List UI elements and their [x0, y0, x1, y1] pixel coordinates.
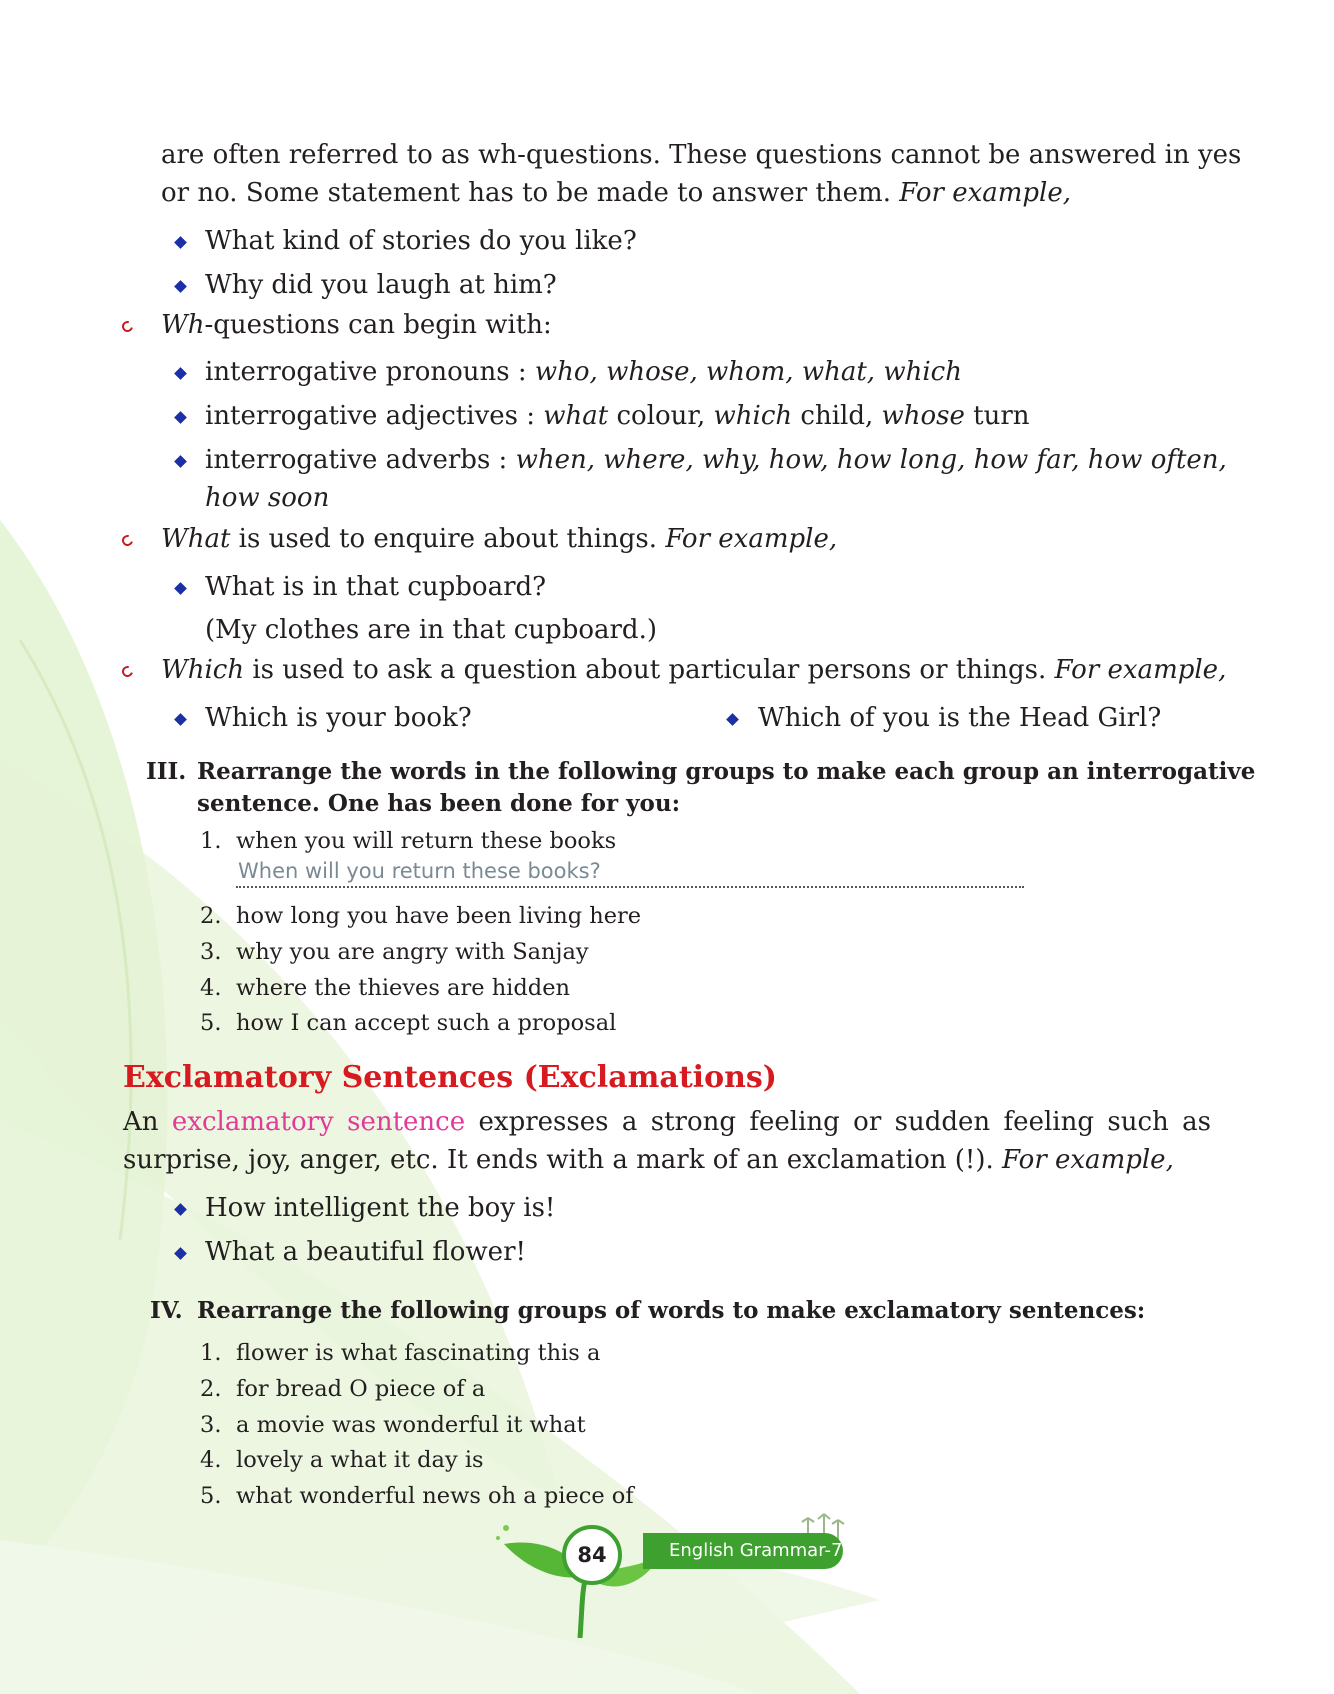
exercise-4-heading: Rearrange the following groups of words to make exclamatory sentences: [197, 1297, 1146, 1324]
exercise-3-sample-answer: When will you return these books? [236, 856, 1024, 888]
diamond-bullet-icon [726, 713, 739, 726]
exercise-4-item: 5. what wonderful news oh a piece of [200, 1483, 634, 1509]
circle-bullet-icon [120, 319, 135, 334]
exercise-4-item: 4. lovely a what it day is [200, 1447, 484, 1473]
diamond-bullet-icon [174, 280, 187, 293]
which-example-2: Which of you is the Head Girl? [758, 703, 1162, 733]
which-rule: Which is used to ask a question about particular persons or things. For example, [161, 655, 1227, 685]
interrogative-adverbs-cont: how soon [205, 483, 330, 513]
wh-example-2: Why did you laugh at him? [205, 270, 557, 300]
exercise-3-item: 1. when you will return these books [200, 828, 617, 854]
circle-bullet-icon [120, 664, 135, 679]
exercise-3-heading-line-2: sentence. One has been done for you: [197, 790, 681, 817]
exclamatory-example-1: How intelligent the boy is! [205, 1193, 556, 1223]
what-example-question: What is in that cupboard? [205, 572, 547, 602]
diamond-bullet-icon [174, 367, 187, 380]
footer-book-title: English Grammar-7 [643, 1533, 843, 1569]
intro-line-1: are often referred to as wh-questions. These questions cannot be answered in yes [161, 140, 1242, 170]
interrogative-adjectives: interrogative adjectives : what colour, which child, whose turn [205, 401, 1030, 431]
exercise-3-item: 5. how I can accept such a proposal [200, 1010, 617, 1036]
wh-example-1: What kind of stories do you like? [205, 226, 637, 256]
diamond-bullet-icon [174, 411, 187, 424]
exercise-3-item: 2. how long you have been living here [200, 903, 642, 929]
exclamatory-example-2: What a beautiful flower! [205, 1237, 526, 1267]
exclamatory-intro-line-1: An exclamatory sentence expresses a strong feeling or sudden feeling such as [123, 1107, 1211, 1137]
exclamatory-intro-line-2: surprise, joy, anger, etc. It ends with a mark of an exclamation (!). For example, [123, 1145, 1174, 1175]
exercise-4-item: 3. a movie was wonderful it what [200, 1412, 586, 1438]
wh-begin-rule: Wh-questions can begin with: [161, 310, 552, 340]
diamond-bullet-icon [174, 582, 187, 595]
interrogative-pronouns: interrogative pronouns : who, whose, whom, what, which [205, 357, 962, 387]
diamond-bullet-icon [174, 455, 187, 468]
exercise-3-item: 3. why you are angry with Sanjay [200, 939, 589, 965]
circle-bullet-icon [120, 533, 135, 548]
which-example-1: Which is your book? [205, 703, 472, 733]
exercise-3-heading-line-1: Rearrange the words in the following groups to make each group an interrogative [197, 758, 1256, 785]
diamond-bullet-icon [174, 1247, 187, 1260]
diamond-bullet-icon [174, 236, 187, 249]
exercise-4-item: 2. for bread O piece of a [200, 1376, 486, 1402]
what-example-answer: (My clothes are in that cupboard.) [205, 615, 657, 645]
diamond-bullet-icon [174, 713, 187, 726]
interrogative-adverbs: interrogative adverbs : when, where, why, how, how long, how far, how often, [205, 445, 1227, 475]
what-rule: What is used to enquire about things. For example, [161, 524, 838, 554]
exercise-4-number: IV. [150, 1297, 183, 1324]
exercise-3-item: 4. where the thieves are hidden [200, 975, 570, 1001]
diamond-bullet-icon [174, 1203, 187, 1216]
page-number: 84 [562, 1525, 622, 1585]
section-title-exclamatory: Exclamatory Sentences (Exclamations) [123, 1060, 777, 1095]
exercise-3-number: III. [146, 758, 187, 785]
intro-line-2: or no. Some statement has to be made to answer them. For example, [161, 178, 1072, 208]
exercise-4-item: 1. flower is what fascinating this a [200, 1340, 601, 1366]
